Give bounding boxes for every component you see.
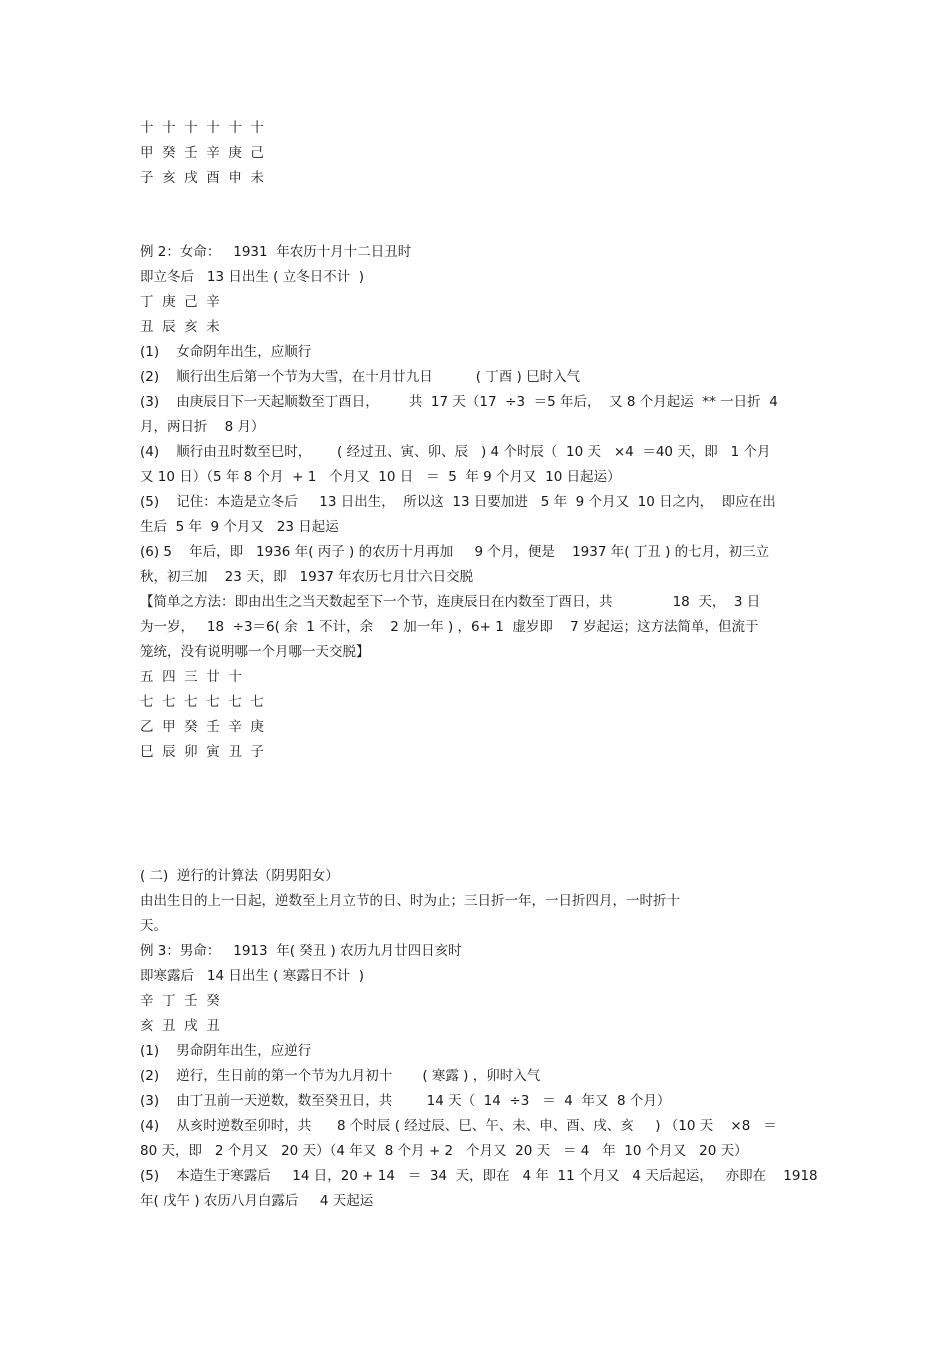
text-line: 由出生日的上一日起，逆数至上月立节的日、时为止；三日折一年，一日折四月，一时折十 <box>140 893 680 909</box>
text-line: 乙 甲 癸 壬 辛 庚 <box>140 719 264 735</box>
text-line: (1) 女命阴年出生，应顺行 <box>140 344 312 360</box>
text-line: 七 七 七 七 七 七 <box>140 694 264 710</box>
text-line: 甲 癸 壬 辛 庚 己 <box>140 145 264 161</box>
text-line: (3) 由庚辰日下一天起顺数至丁酉日， 共 17 天（17 ÷3 ＝5 年后， 又 8 个月起运 ** 一日折 4 <box>140 394 778 410</box>
text-line: 辛 丁 壬 癸 <box>140 993 220 1009</box>
text-line: (5) 记住：本造是立冬后 13 日出生， 所以这 13 日要加进 5 年 9 个月又 10 日之内， 即应在出 <box>140 494 776 510</box>
text-line: 丑 辰 亥 未 <box>140 319 220 335</box>
text-line: (1) 男命阴年出生，应逆行 <box>140 1043 312 1059</box>
text-line: (4) 从亥时逆数至卯时，共 8 个时辰 ( 经过辰、巳、午、未、申、酉、戌、亥 ) （10 天 ×8 ＝ <box>140 1118 777 1134</box>
text-line: 月，两日折 8 月） <box>140 419 265 435</box>
text-line: 五 四 三 廿 十 <box>140 669 242 685</box>
text-line: (6) 5 年后，即 1936 年( 丙子 ) 的农历十月再加 9 个月，便是 1937 年( 丁丑 ) 的七月，初三立 <box>140 544 770 560</box>
text-line: 巳 辰 卯 寅 丑 子 <box>140 744 264 760</box>
text-line: 秋，初三加 23 天，即 1937 年农历七月廿六日交脱 <box>140 569 474 585</box>
text-line: 80 天，即 2 个月又 20 天）（4 年又 8 个月 + 2 个月又 20 天 ＝ 4 年 10 个月又 20 天） <box>140 1143 748 1159</box>
text-line: 笼统，没有说明哪一个月哪一天交脱】 <box>140 644 370 660</box>
section-2-heading: ( 二) 逆行的计算法（阴男阳女） <box>140 868 339 884</box>
text-line: 生后 5 年 9 个月又 23 日起运 <box>140 519 339 535</box>
text-line: (3) 由丁丑前一天逆数，数至癸丑日，共 14 天（ 14 ÷3 ＝ 4 年又 8 个月） <box>140 1093 671 1109</box>
text-line: 为一岁， 18 ÷3＝6( 余 1 不计，余 2 加一年 ) ，6+ 1 虚岁即 7 岁起运；这方法简单，但流于 <box>140 619 759 635</box>
text-line: 又 10 日）（5 年 8 个月 + 1 个月又 10 日 ＝ 5 年 9 个月又 10 日起运） <box>140 469 621 485</box>
text-line: 亥 丑 戌 丑 <box>140 1018 220 1034</box>
text-line: 即寒露后 14 日出生 ( 寒露日不计 ) <box>140 968 365 984</box>
text-line: 十 十 十 十 十 十 <box>140 120 264 136</box>
text-line: (5) 本造生于寒露后 14 日，20 + 14 ＝ 34 天，即在 4 年 11 个月又 4 天后起运， 亦即在 1918 <box>140 1168 818 1184</box>
text-line: (4) 顺行由丑时数至巳时， ( 经过丑、寅、卯、辰 ) 4 个时辰（ 10 天 ×4 ＝40 天，即 1 个月 <box>140 444 771 460</box>
text-line: 丁 庚 己 辛 <box>140 294 220 310</box>
example-3-heading: 例 3：男命： 1913 年( 癸丑 ) 农历九月廿四日亥时 <box>140 943 462 959</box>
text-line: 【简单之方法：即由出生之当天数起至下一个节，连庚辰日在内数至丁酉日，共 18 天， 3 日 <box>140 594 761 610</box>
text-line: 年( 戊午 ) 农历八月白露后 4 天起运 <box>140 1193 374 1209</box>
text-line: (2) 逆行，生日前的第一个节为九月初十 ( 寒露 ) ，卯时入气 <box>140 1068 541 1084</box>
text-line: (2) 顺行出生后第一个节为大雪，在十月廿九日 ( 丁酉 ) 巳时入气 <box>140 369 581 385</box>
text-line: 即立冬后 13 日出生 ( 立冬日不计 ) <box>140 269 365 285</box>
text-line: 子 亥 戌 酉 申 未 <box>140 170 264 186</box>
example-2-heading: 例 2：女命： 1931 年农历十月十二日丑时 <box>140 244 412 260</box>
text-line: 天。 <box>140 918 167 934</box>
